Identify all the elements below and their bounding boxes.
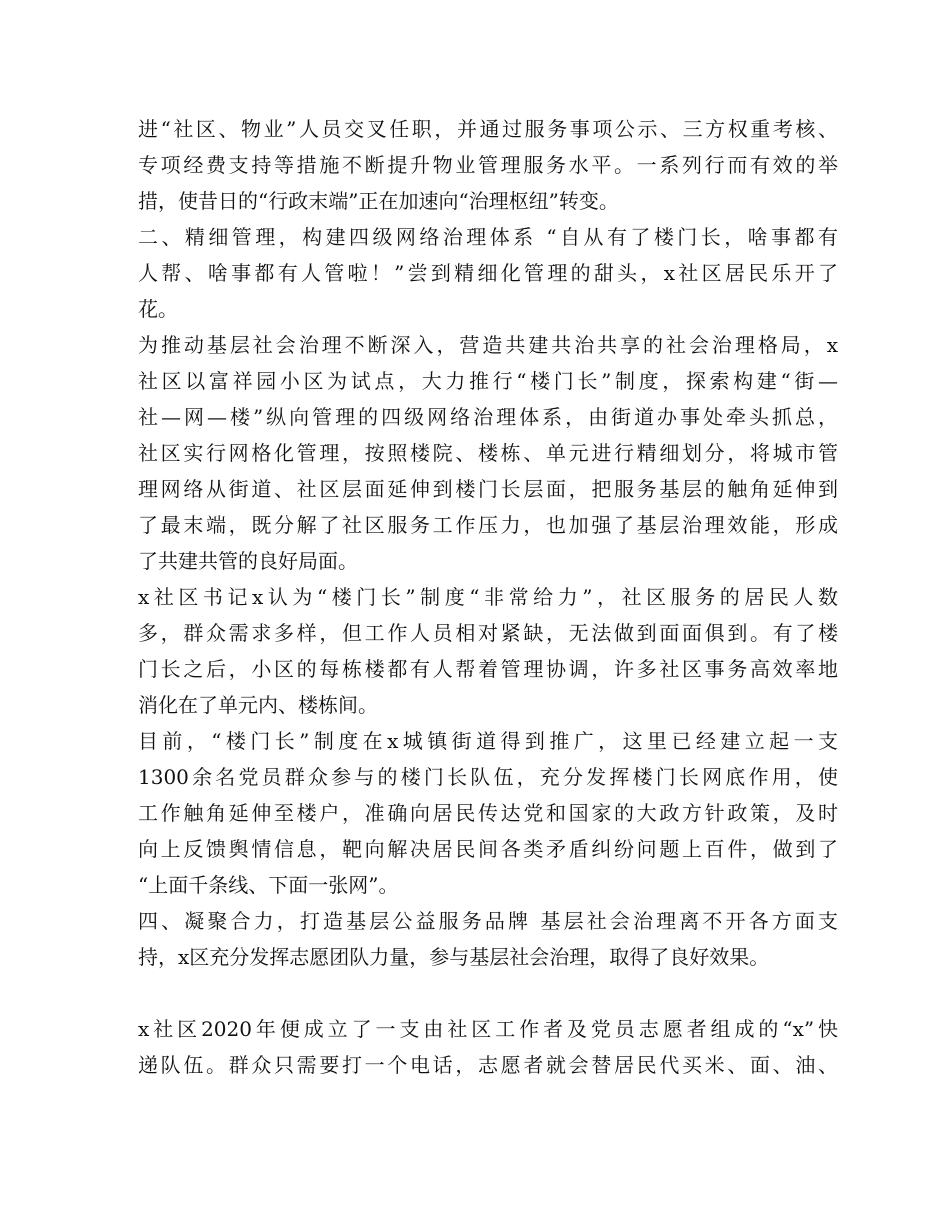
text-line: 工作触角延伸至楼户，准确向居民传达党和国家的大政方针政策，及时 <box>138 801 838 825</box>
text-line: 社区实行网格化管理，按照楼院、楼栋、单元进行精细划分，将城市管 <box>138 441 838 465</box>
text-line: 专项经费支持等措施不断提升物业管理服务水平。一系列行而有效的举 <box>138 153 838 177</box>
text-line: 社—网—楼”纵向管理的四级网络治理体系，由街道办事处牵头抓总， <box>138 405 838 429</box>
text-line: 递队伍。群众只需要打一个电话，志愿者就会替居民代买米、面、油、 <box>138 1053 838 1077</box>
text-line: 社区以富祥园小区为试点，大力推行“楼门长”制度，探索构建“街— <box>138 369 838 393</box>
text-line: 1300余名党员群众参与的楼门长队伍，充分发挥楼门长网底作用，使 <box>138 765 838 789</box>
text-line: 了最末端，既分解了社区服务工作压力，也加强了基层治理效能，形成 <box>138 513 838 537</box>
text-line: 措，使昔日的“行政末端”正在加速向“治理枢纽”转变。 <box>138 189 619 213</box>
text-line: 目前，“楼门长”制度在x城镇街道得到推广，这里已经建立起一支 <box>138 729 838 753</box>
text-line: 多，群众需求多样，但工作人员相对紧缺，无法做到面面俱到。有了楼 <box>138 621 838 645</box>
text-line: 花。 <box>138 297 178 321</box>
text-line: 了共建共管的良好局面。 <box>138 549 358 573</box>
text-line: x社区书记x认为“楼门长”制度“非常给力”，社区服务的居民人数 <box>138 585 838 609</box>
text-line: 向上反馈舆情信息，靶向解决居民间各类矛盾纠纷问题上百件，做到了 <box>138 837 838 861</box>
text-line: 消化在了单元内、楼栋间。 <box>138 693 378 717</box>
text-line: 门长之后，小区的每栋楼都有人帮着管理协调，许多社区事务高效率地 <box>138 657 838 681</box>
document-body <box>138 111 838 1083</box>
section-heading-line: 二、精细管理，构建四级网络治理体系 “自从有了楼门长，啥事都有 <box>138 225 838 249</box>
text-line: 持，x区充分发挥志愿团队力量，参与基层社会治理，取得了良好效果。 <box>138 945 770 969</box>
text-line: 进“社区、物业”人员交叉任职，并通过服务事项公示、三方权重考核、 <box>138 117 838 141</box>
text-line: 理网络从街道、社区层面延伸到楼门长层面，把服务基层的触角延伸到 <box>138 477 838 501</box>
text-line: “上面千条线、下面一张网”。 <box>138 873 399 897</box>
text-line: 为推动基层社会治理不断深入，营造共建共治共享的社会治理格局，x <box>138 333 838 357</box>
text-line: x社区2020年便成立了一支由社区工作者及党员志愿者组成的“x”快 <box>138 1017 838 1041</box>
section-heading-line: 四、凝聚合力，打造基层公益服务品牌 基层社会治理离不开各方面支 <box>138 909 838 933</box>
paragraph-gap <box>138 975 838 1011</box>
text-line: 人帮、啥事都有人管啦！”尝到精细化管理的甜头，x社区居民乐开了 <box>138 261 838 285</box>
